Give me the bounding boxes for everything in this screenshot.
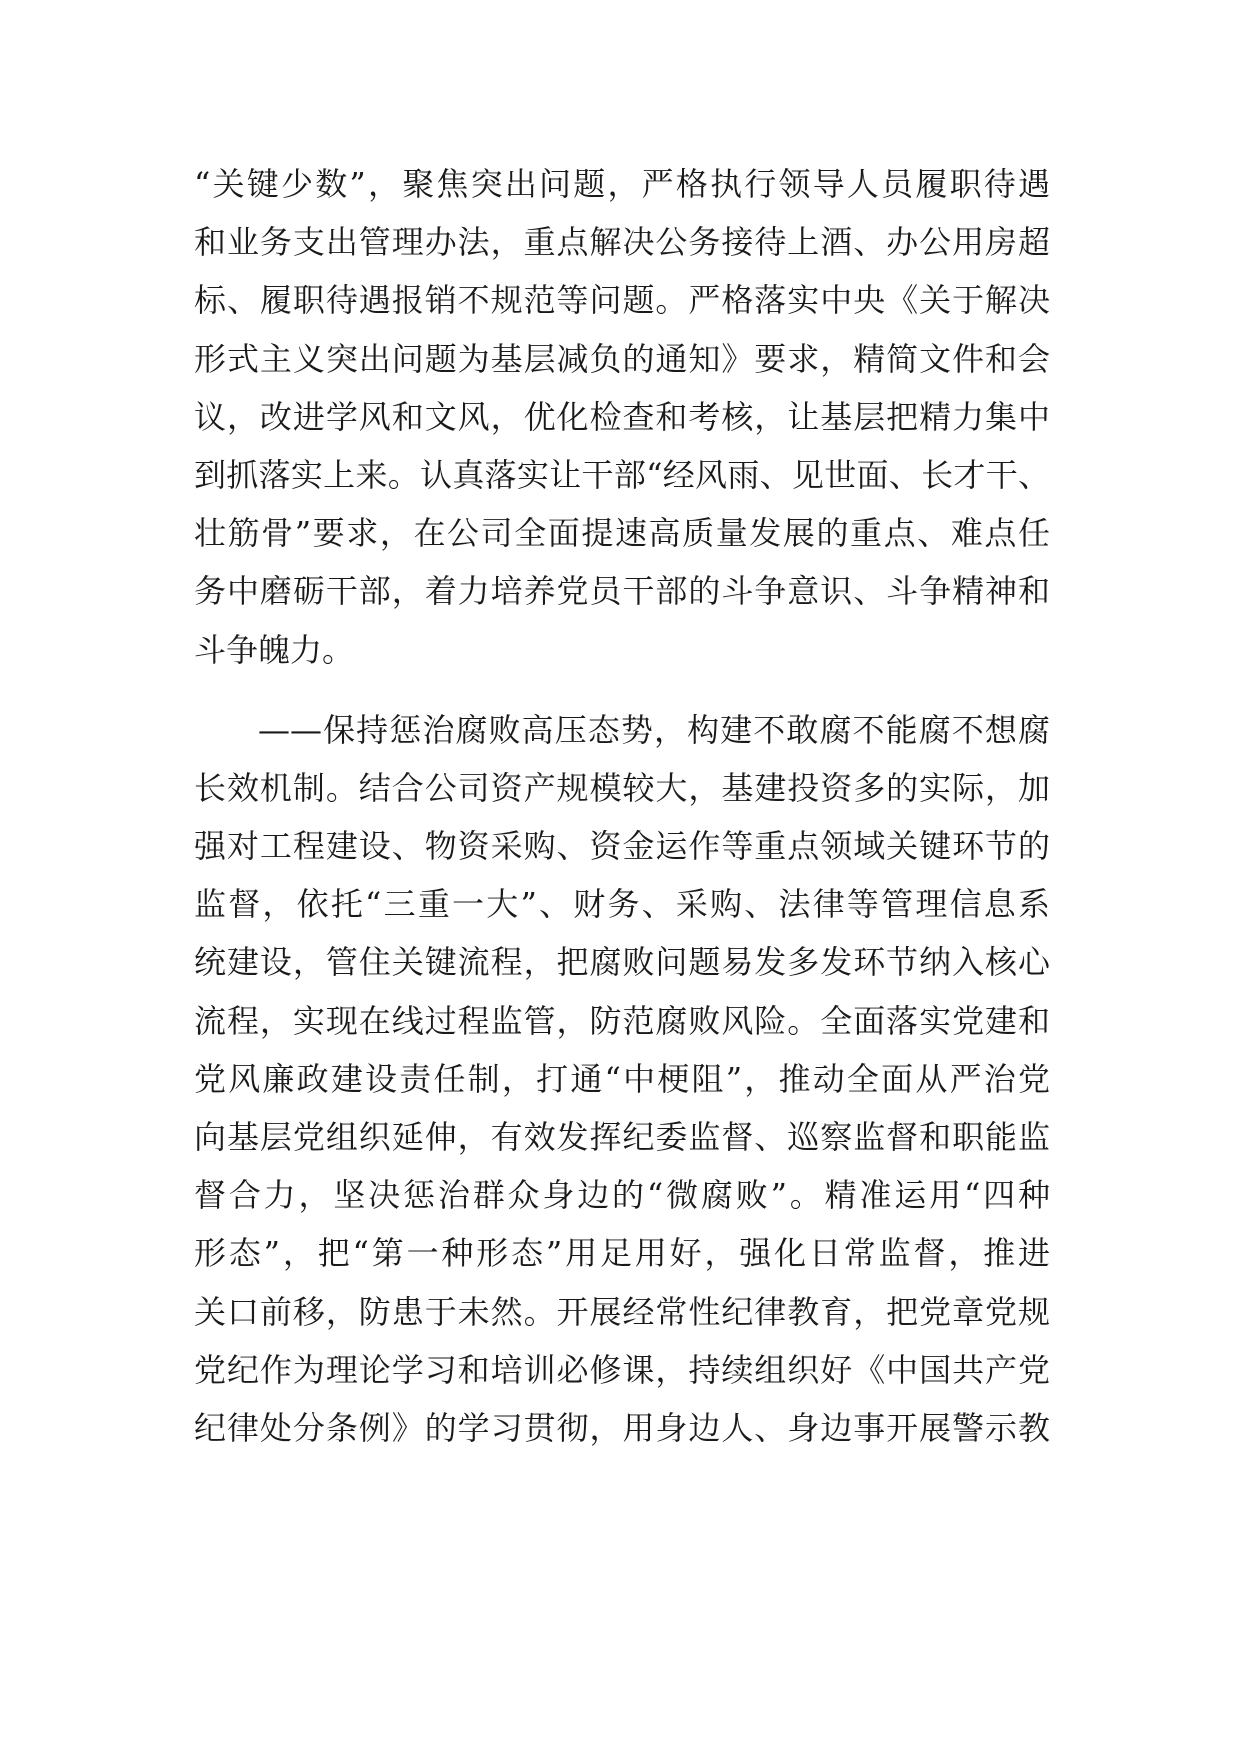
paragraph-line: 壮筋骨”要求，在公司全面提速高质量发展的重点、难点任 — [194, 514, 1050, 553]
paragraph-line: 监督，依托“三重一大”、财务、采购、法律等管理信息系 — [194, 885, 1050, 924]
paragraph-line: 党纪作为理论学习和培训必修课，持续组织好《中国共产党 — [194, 1350, 1050, 1389]
document-body — [194, 155, 1050, 1457]
paragraph-spacer — [194, 679, 1050, 701]
paragraph-line: 和业务支出管理办法，重点解决公务接待上酒、办公用房超 — [194, 223, 1050, 262]
paragraph-2 — [194, 701, 1050, 1457]
paragraph-line: 议，改进学风和文风，优化检查和考核，让基层把精力集中 — [194, 397, 1050, 436]
paragraph-line: “关键少数”，聚焦突出问题，严格执行领导人员履职待遇 — [194, 165, 1050, 203]
paragraph-line: 流程，实现在线过程监管，防范腐败风险。全面落实党建和 — [194, 1001, 1050, 1040]
paragraph-line: 党风廉政建设责任制，打通“中梗阻”，推动全面从严治党 — [194, 1059, 1050, 1098]
paragraph-line: 长效机制。结合公司资产规模较大，基建投资多的实际，加 — [194, 768, 1050, 807]
paragraph-1 — [194, 155, 1050, 679]
paragraph-line: 纪律处分条例》的学习贯彻，用身边人、身边事开展警示教 — [194, 1408, 1050, 1447]
paragraph-line: 形态”，把“第一种形态”用足用好，强化日常监督，推进 — [194, 1234, 1050, 1273]
paragraph-line: ——保持惩治腐败高压态势，构建不敢腐不能腐不想腐 — [258, 710, 1050, 749]
paragraph-line: 到抓落实上来。认真落实让干部“经风雨、见世面、长才干、 — [194, 455, 1050, 494]
paragraph-line: 形式主义突出问题为基层减负的通知》要求，精简文件和会 — [194, 339, 1050, 378]
paragraph-line: 标、履职待遇报销不规范等问题。严格落实中央《关于解决 — [194, 281, 1050, 320]
paragraph-line: 统建设，管住关键流程，把腐败问题易发多发环节纳入核心 — [194, 943, 1050, 982]
paragraph-line: 关口前移，防患于未然。开展经常性纪律教育，把党章党规 — [194, 1292, 1050, 1331]
paragraph-line: 向基层党组织延伸，有效发挥纪委监督、巡察监督和职能监 — [194, 1118, 1050, 1156]
paragraph-line: 督合力，坚决惩治群众身边的“微腐败”。精准运用“四种 — [194, 1176, 1050, 1215]
paragraph-line: 务中磨砺干部，着力培养党员干部的斗争意识、斗争精神和 — [194, 572, 1050, 611]
paragraph-line: 强对工程建设、物资采购、资金运作等重点领域关键环节的 — [194, 827, 1050, 866]
paragraph-line: 斗争魄力。 — [194, 630, 355, 669]
